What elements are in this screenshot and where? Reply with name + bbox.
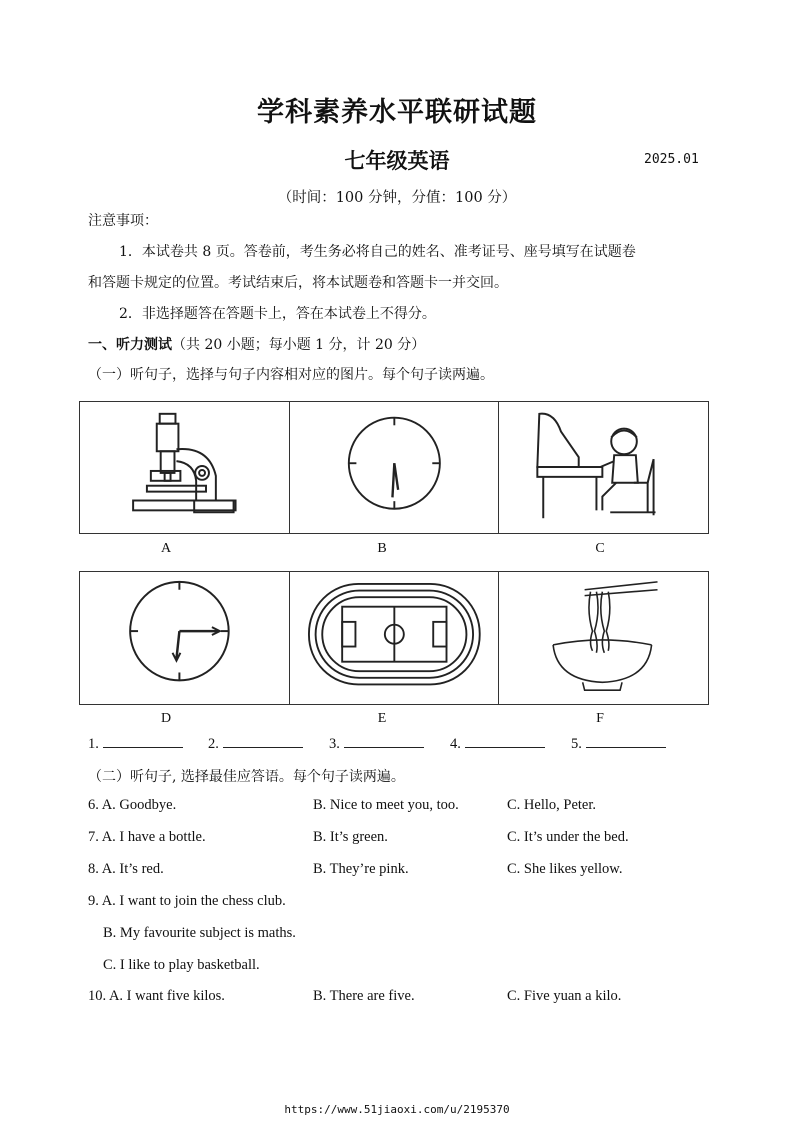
- picture-c: [499, 402, 708, 533]
- q6-option-b: B. Nice to meet you, too.: [313, 797, 459, 813]
- notes-item1-line2: 和答题卡规定的位置。考试结束后，将本试题卷和答题卡一并交回。: [88, 275, 508, 291]
- picture-row-1: [79, 401, 709, 534]
- picture-label-e: E: [377, 711, 387, 726]
- exam-date: 2025.01: [644, 152, 699, 167]
- picture-label-f: F: [596, 711, 604, 726]
- microscope-icon: [80, 402, 289, 533]
- q6-option-a: 6. A. Goodbye.: [88, 797, 177, 813]
- q6-option-c: C. Hello, Peter.: [507, 797, 597, 813]
- picture-d: [80, 572, 290, 704]
- section1-heading: [88, 334, 425, 354]
- answer-blank-3[interactable]: 3.: [329, 735, 424, 753]
- notes-item1-line1: 1．本试卷共 8 页。答卷前，考生务必将自己的姓名、准考证号、座号填写在试题卷: [119, 244, 636, 260]
- page-subtitle: 七年级英语: [344, 148, 450, 173]
- noodles-icon: [499, 572, 708, 704]
- picture-e: [290, 572, 500, 704]
- notes-heading: 注意事项：: [88, 213, 158, 229]
- answer-blank-2[interactable]: 2.: [208, 735, 303, 753]
- q7-option-b: B. It’s green.: [313, 829, 388, 845]
- q9-option-c: C. I like to play basketball.: [103, 957, 260, 973]
- picture-label-d: D: [160, 711, 172, 726]
- picture-row-2: [79, 571, 709, 705]
- answer-blank-5[interactable]: 5.: [571, 735, 666, 753]
- answer-blank-1[interactable]: 1.: [88, 735, 183, 753]
- section1-detail: （共 20 小题；每小题 1 分，计 20 分）: [172, 337, 426, 353]
- footer-url[interactable]: https://www.51jiaoxi.com/u/2195370: [284, 1103, 510, 1116]
- q10-option-c: C. Five yuan a kilo.: [507, 988, 622, 1004]
- picture-f: [499, 572, 708, 704]
- clock-icon: [290, 402, 499, 533]
- picture-a: [80, 402, 290, 533]
- q9-option-a: 9. A. I want to join the chess club.: [88, 893, 286, 909]
- picture-label-a: A: [160, 541, 172, 556]
- q8-option-a: 8. A. It’s red.: [88, 861, 164, 877]
- q10-option-a: 10. A. I want five kilos.: [88, 988, 225, 1004]
- q7-option-c: C. It’s under the bed.: [507, 829, 629, 845]
- notes-item2: 2．非选择题答在答题卡上，答在本试卷上不得分。: [119, 306, 436, 322]
- q8-option-c: C. She likes yellow.: [507, 861, 623, 877]
- answer-blank-4[interactable]: 4.: [450, 735, 545, 753]
- part2-instruction: （二）听句子, 选择最佳应答语。每个句子读两遍。: [88, 769, 405, 785]
- football-field-icon: [290, 572, 499, 704]
- picture-label-b: B: [377, 541, 387, 556]
- clock-icon: [80, 572, 289, 704]
- part1-instruction: （一）听句子，选择与句子内容相对应的图片。每个句子读两遍。: [88, 367, 494, 383]
- q10-option-b: B. There are five.: [313, 988, 415, 1004]
- picture-label-c: C: [595, 541, 605, 556]
- picture-b: [290, 402, 500, 533]
- q8-option-b: B. They’re pink.: [313, 861, 409, 877]
- q7-option-a: 7. A. I have a bottle.: [88, 829, 206, 845]
- girl-piano-icon: [499, 402, 708, 533]
- q9-option-b: B. My favourite subject is maths.: [103, 925, 296, 941]
- time-info: （时间：100 分钟，分值：100 分）: [277, 190, 517, 206]
- section1-title: 一、听力测试: [88, 337, 172, 353]
- page-title: 学科素养水平联研试题: [257, 97, 537, 128]
